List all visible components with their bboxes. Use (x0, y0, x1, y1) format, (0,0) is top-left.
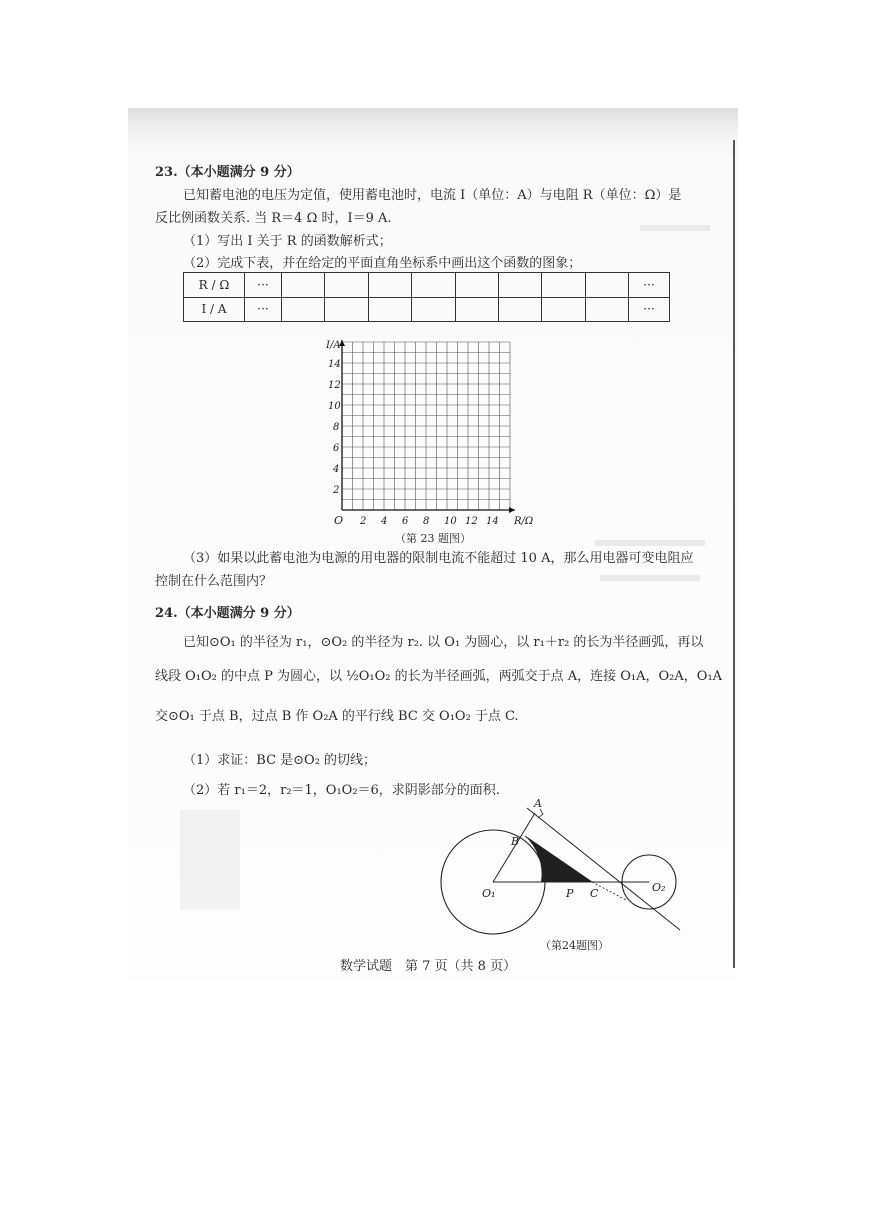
label-b: B (511, 835, 520, 848)
page-footer: 数学试题 第 7 页（共 8 页） (340, 959, 517, 974)
q24-stem-line2: 线段 O₁O₂ 的中点 P 为圆心，以 ½O₁O₂ 的长为半径画弧，两弧交于点 A，连接 O₁A，O₂A，O₁A (155, 669, 723, 684)
y-tick-label: 10 (328, 401, 341, 412)
q23-stem-line2: 反比例函数关系. 当 R＝4 Ω 时，I＝9 A. (155, 211, 392, 226)
q24-header: 24.（本小题满分 9 分） (155, 606, 300, 621)
label-p: P (566, 887, 574, 900)
q23-part1: （1）写出 I 关于 R 的函数解析式； (183, 234, 392, 249)
x-tick-label: 8 (423, 516, 430, 527)
table-cell-i-label: I / A (184, 297, 245, 322)
table-cell-ellipsis: ··· (629, 273, 670, 298)
table-cell-empty (585, 297, 628, 322)
table-cell-empty (542, 297, 585, 322)
q24-geometry-figure (430, 795, 690, 935)
table-cell-empty (455, 297, 498, 322)
y-tick-label: 14 (328, 359, 341, 370)
page-margin-line (733, 140, 735, 968)
q23-stem-line1: 已知蓄电池的电压为定值，使用蓄电池时，电流 I（单位：A）与电阻 R（单位：Ω）是 (183, 188, 682, 203)
table-cell-ellipsis: ··· (629, 297, 670, 322)
table-cell-empty (412, 273, 455, 298)
right-angle-mark (538, 809, 543, 818)
scan-shadow (128, 108, 738, 144)
table-cell-ellipsis: ··· (245, 297, 282, 322)
q24-part1: （1）求证：BC 是⊙O₂ 的切线； (183, 753, 377, 768)
y-tick-label: 4 (333, 464, 340, 475)
table-cell-empty (542, 273, 585, 298)
label-a: A (534, 797, 542, 810)
q23-part3-line1: （3）如果以此蓄电池为电源的用电器的限制电流不能超过 10 A，那么用电器可变电阻应 (183, 551, 694, 566)
table-cell-ellipsis: ··· (245, 273, 282, 298)
x-tick-label: 10 (444, 516, 457, 527)
bleed-through-mark (595, 540, 705, 546)
q23-part2: （2）完成下表，并在给定的平面直角坐标系中画出这个函数的图象； (183, 256, 582, 271)
table-cell-empty (282, 273, 325, 298)
y-tick-label: 8 (333, 422, 340, 433)
table-cell-empty (455, 273, 498, 298)
bleed-through-mark (640, 225, 710, 231)
r-i-table (183, 272, 670, 322)
q23-coordinate-grid (310, 330, 550, 535)
x-tick-label: 2 (360, 516, 367, 527)
x-tick-label: 14 (486, 516, 499, 527)
table-cell-r-label: R / Ω (184, 273, 245, 298)
table-row-i (184, 297, 670, 322)
table-cell-empty (498, 297, 541, 322)
bleed-through-mark (180, 810, 240, 910)
q23-header: 23.（本小题满分 9 分） (155, 165, 300, 180)
table-cell-empty (368, 273, 411, 298)
origin-label: O (334, 514, 344, 527)
x-tick-label: 12 (465, 516, 478, 527)
label-c: C (590, 887, 599, 900)
table-cell-empty (325, 297, 368, 322)
y-tick-label: 2 (333, 485, 340, 496)
y-tick-label: 6 (333, 443, 340, 454)
x-tick-label: 4 (381, 516, 388, 527)
table-cell-empty (282, 297, 325, 322)
table-cell-empty (585, 273, 628, 298)
bleed-through-mark (600, 575, 700, 581)
q24-figure-caption: （第24题图） (540, 939, 609, 952)
q24-part2: （2）若 r₁＝2，r₂＝1，O₁O₂＝6，求阴影部分的面积. (183, 783, 500, 798)
table-cell-empty (498, 273, 541, 298)
q23-part3-line2: 控制在什么范围内？ (155, 574, 273, 589)
label-o2: O₂ (652, 881, 666, 894)
label-o1: O₁ (482, 887, 496, 900)
q23-figure-caption: （第 23 题图） (395, 532, 471, 545)
x-tick-label: 6 (402, 516, 409, 527)
table-row-r (184, 273, 670, 298)
table-cell-empty (368, 297, 411, 322)
table-cell-empty (412, 297, 455, 322)
x-axis-label: R/Ω (514, 516, 534, 527)
x-axis-arrow (509, 507, 515, 513)
table-cell-empty (325, 273, 368, 298)
q24-stem-line3: 交⊙O₁ 于点 B，过点 B 作 O₂A 的平行线 BC 交 O₁O₂ 于点 C. (155, 709, 519, 724)
y-tick-label: 12 (328, 380, 341, 391)
y-axis-label: I/A (326, 340, 341, 351)
q24-stem-line1: 已知⊙O₁ 的半径为 r₁，⊙O₂ 的半径为 r₂. 以 O₁ 为圆心，以 r₁＋r₂ 的长为半径画弧，再以 (183, 635, 704, 650)
grid-lines (342, 342, 510, 510)
